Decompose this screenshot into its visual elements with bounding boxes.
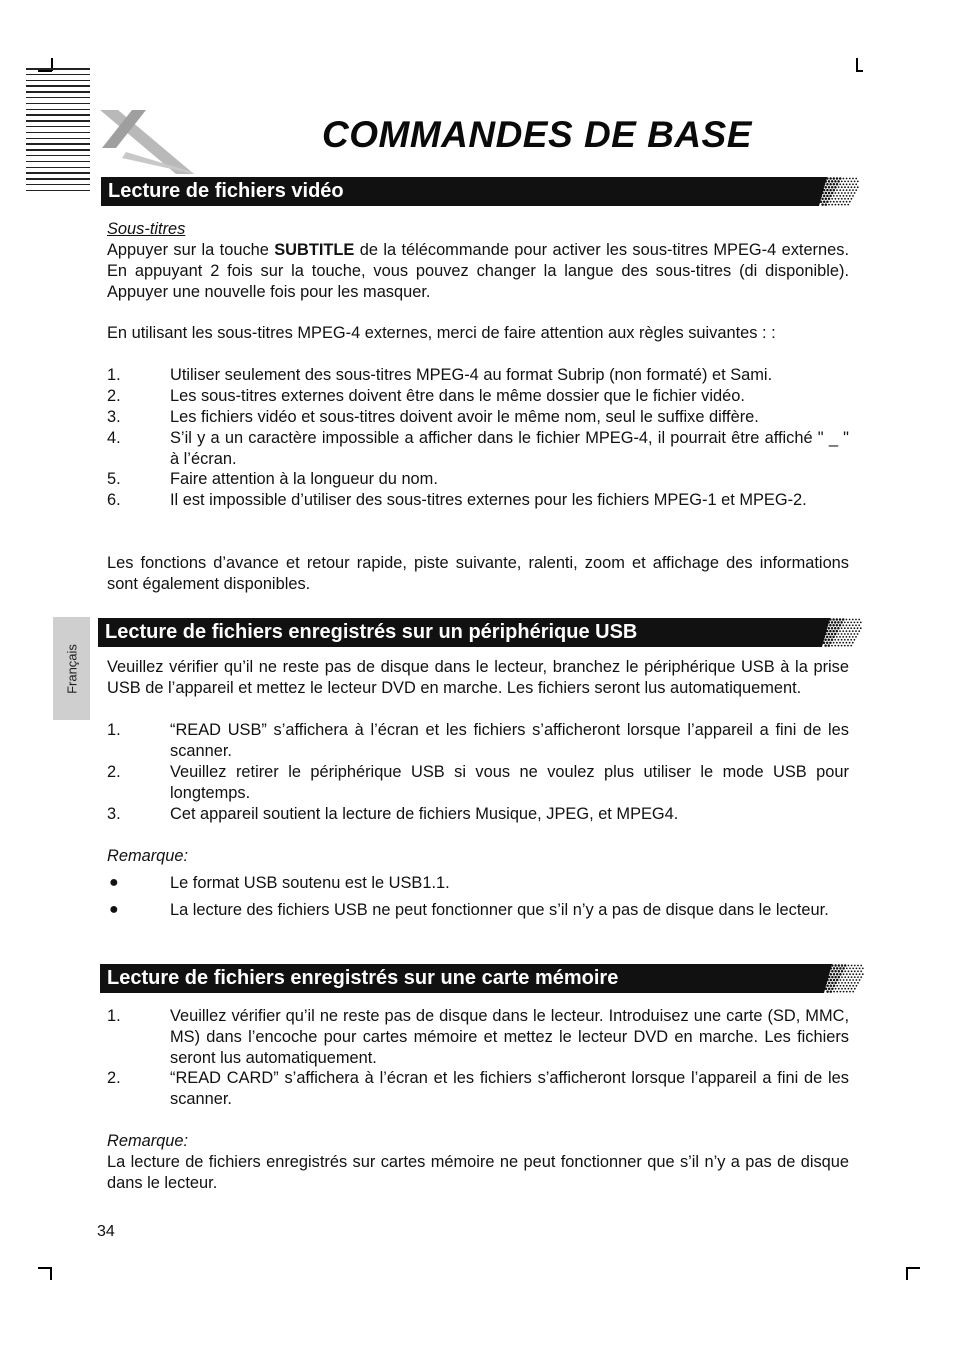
note-label: Remarque:: [107, 1132, 189, 1150]
list-number: 4.: [107, 429, 121, 447]
paragraph-subtitle-key: [107, 240, 849, 302]
section-heading-label: Lecture de fichiers vidéo: [108, 180, 344, 202]
bullet-text: La lecture des fichiers USB ne peut fonctionner que s’il n’y a pas de disque dans le lecteur.: [170, 901, 829, 919]
list-text: Cet appareil soutient la lecture de fichiers Musique, JPEG, et MPEG4.: [170, 805, 679, 823]
section-heading-memory-card: [100, 964, 860, 993]
list-number: 2.: [107, 763, 121, 781]
crop-mark-bottom-right-v: [906, 1267, 908, 1280]
bullet-icon: ●: [109, 874, 119, 891]
crop-mark-top-right-h: [856, 70, 863, 72]
list-text: Faire attention à la longueur du nom.: [170, 470, 438, 488]
text-span: Appuyer sur la touche: [107, 241, 275, 259]
section-heading-usb: [98, 618, 858, 647]
list-text: S’il y a un caractère impossible a afficher dans le fichier MPEG-4, il pourrait être affiché " _ " à l’écran.: [170, 429, 849, 468]
page-title: COMMANDES DE BASE: [322, 114, 752, 155]
note-label: Remarque:: [107, 847, 189, 865]
dot-pattern-icon: [824, 964, 864, 993]
bullet-icon: ●: [109, 901, 119, 918]
subheading-subtitles: Sous-titres: [107, 220, 186, 238]
list-number: 5.: [107, 470, 121, 488]
key-name: SUBTITLE: [274, 241, 355, 259]
list-text: “READ USB” s’affichera à l’écran et les fichiers s’afficheront lorsque l’appareil a fini de les scanner.: [170, 721, 849, 760]
list-number: 1.: [107, 1007, 121, 1025]
paragraph-rules-intro: En utilisant les sous-titres MPEG-4 externes, merci de faire attention aux règles suivantes : :: [107, 324, 776, 342]
list-number: 2.: [107, 1069, 121, 1087]
crop-mark-bottom-right: [906, 1267, 920, 1269]
list-number: 3.: [107, 408, 121, 426]
brand-stripes: [26, 68, 90, 200]
list-text: Utiliser seulement des sous-titres MPEG-4 au format Subrip (non formaté) et Sami.: [170, 366, 773, 384]
list-text: Veuillez retirer le périphérique USB si vous ne voulez plus utiliser le mode USB pour longtemps.: [170, 763, 849, 802]
list-text: Il est impossible d’utiliser des sous-titres externes pour les fichiers MPEG-1 et MPEG-2.: [170, 491, 807, 509]
paragraph-usb-intro: Veuillez vérifier qu’il ne reste pas de disque dans le lecteur, branchez le périphérique USB à la prise USB de l’appareil et mettez le lecteur DVD en marche. Les fichiers seront lus automatiquement.: [107, 658, 849, 697]
text-span: de la télécommande pour activer les sous-titres MPEG-4 externes. En appuyant 2 fois sur la touche, vous pouvez changer la langue des sous-titres (di disponible). Appuyer une nouvelle fois pour les masquer.: [107, 241, 849, 301]
paragraph-other-functions: Les fonctions d’avance et retour rapide, piste suivante, ralenti, zoom et affichage des informations sont également disponibles.: [107, 554, 849, 593]
list-text: “READ CARD” s’affichera à l’écran et les fichiers s’afficheront lorsque l’appareil a fini de les scanner.: [170, 1069, 849, 1108]
list-number: 1.: [107, 721, 121, 739]
section-heading-video: [101, 177, 853, 206]
dot-pattern-icon: [822, 618, 862, 647]
page-number: 34: [97, 1223, 115, 1240]
section-heading-label: Lecture de fichiers enregistrés sur un périphérique USB: [105, 621, 638, 643]
list-number: 1.: [107, 366, 121, 384]
language-label: Français: [64, 643, 79, 694]
list-text: Veuillez vérifier qu’il ne reste pas de disque dans le lecteur. Introduisez une carte (SD, MMC, MS) dans l’encoche pour cartes mémoire et mettez le lecteur DVD en marche. Les fichiers seront lus automatiquement.: [170, 1007, 849, 1067]
list-number: 3.: [107, 805, 121, 823]
list-text: Les fichiers vidéo et sous-titres doivent avoir le même nom, seul le suffixe diffère.: [170, 408, 759, 426]
list-number: 2.: [107, 387, 121, 405]
dot-pattern-icon: [819, 177, 859, 206]
language-tab: [53, 617, 90, 720]
bullet-text: Le format USB soutenu est le USB1.1.: [170, 874, 450, 892]
list-number: 6.: [107, 491, 121, 509]
section-heading-label: Lecture de fichiers enregistrés sur une carte mémoire: [107, 967, 619, 989]
crop-mark-bottom-left-v: [50, 1267, 52, 1280]
brand-x-logo-icon: [96, 108, 196, 176]
list-text: Les sous-titres externes doivent être dans le même dossier que le fichier vidéo.: [170, 387, 745, 405]
paragraph-memory-note: La lecture de fichiers enregistrés sur cartes mémoire ne peut fonctionner que s’il n’y a pas de disque dans le lecteur.: [107, 1153, 849, 1192]
